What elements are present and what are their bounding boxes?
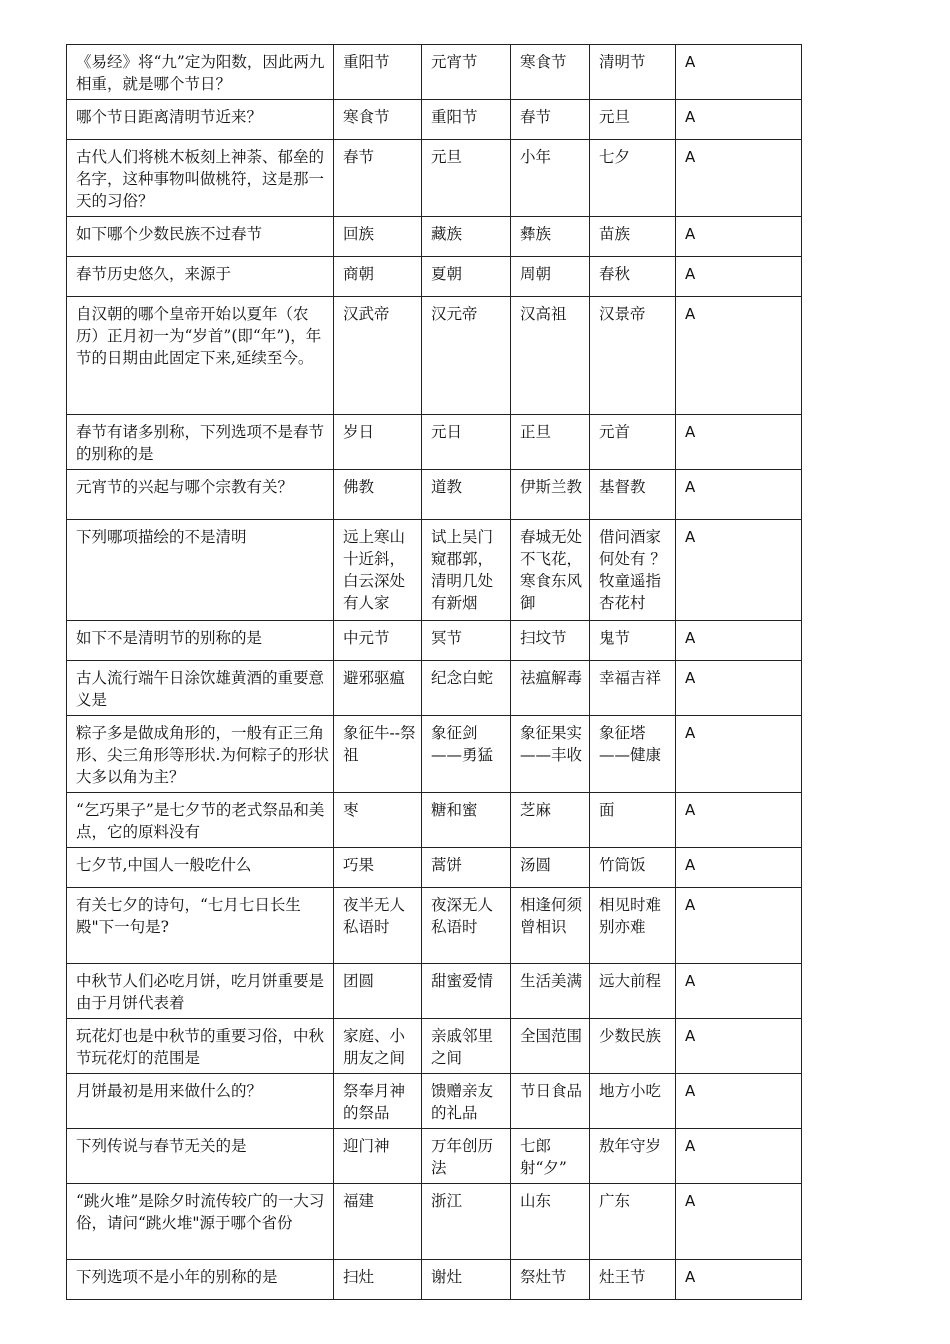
table-row [67,1019,802,1074]
option-a-cell: 重阳节 [334,45,422,100]
question-cell: 如下哪个少数民族不过春节 [67,217,334,257]
question-cell: “跳火堆”是除夕时流传较广的一大习俗，请问“跳火堆"源于哪个省份 [67,1184,334,1260]
option-d-cell: 汉景帝 [590,297,676,415]
option-d-cell: 借问酒家何处有 ？牧童遥指杏花村 [590,520,676,621]
option-b-cell: 纪念白蛇 [422,661,511,716]
option-d-cell: 春秋 [590,257,676,297]
option-a-cell: 寒食节 [334,100,422,140]
option-d-cell: 元旦 [590,100,676,140]
option-b-cell: 道教 [422,470,511,520]
table-row [67,1129,802,1184]
question-cell: 玩花灯也是中秋节的重要习俗，中秋节玩花灯的范围是 [67,1019,334,1074]
table-row [67,964,802,1019]
option-c-cell: 象征果实——丰收 [511,716,590,793]
option-a-cell: 中元节 [334,621,422,661]
option-a-cell: 商朝 [334,257,422,297]
option-a-cell: 迎门神 [334,1129,422,1184]
option-a-cell: 祭奉月神的祭品 [334,1074,422,1129]
option-c-cell: 相逢何须曾相识 [511,888,590,964]
option-d-cell: 元首 [590,415,676,470]
option-b-cell: 亲戚邻里之间 [422,1019,511,1074]
option-c-cell: 伊斯兰教 [511,470,590,520]
option-d-cell: 地方小吃 [590,1074,676,1129]
table-row [67,848,802,888]
answer-cell: A [676,1260,802,1300]
option-d-cell: 象征塔——健康 [590,716,676,793]
option-a-cell: 夜半无人私语时 [334,888,422,964]
option-c-cell: 七郎射“夕” [511,1129,590,1184]
option-d-cell: 清明节 [590,45,676,100]
option-b-cell: 象征剑——勇猛 [422,716,511,793]
option-b-cell: 甜蜜爱情 [422,964,511,1019]
option-c-cell: 周朝 [511,257,590,297]
question-cell: “乞巧果子”是七夕节的老式祭品和美点，它的原料没有 [67,793,334,848]
option-c-cell: 祛瘟解毒 [511,661,590,716]
answer-cell: A [676,621,802,661]
option-a-cell: 枣 [334,793,422,848]
option-d-cell: 相见时难别亦难 [590,888,676,964]
answer-cell: A [676,793,802,848]
option-d-cell: 鬼节 [590,621,676,661]
question-cell: 月饼最初是用来做什么的？ [67,1074,334,1129]
option-d-cell: 面 [590,793,676,848]
answer-cell: A [676,415,802,470]
answer-cell: A [676,100,802,140]
option-d-cell: 苗族 [590,217,676,257]
option-a-cell: 团圆 [334,964,422,1019]
table-row [67,100,802,140]
answer-cell: A [676,1129,802,1184]
quiz-table-body [67,45,802,1300]
table-row [67,661,802,716]
answer-cell: A [676,716,802,793]
option-b-cell: 馈赠亲友的礼品 [422,1074,511,1129]
option-d-cell: 幸福吉祥 [590,661,676,716]
table-row [67,470,802,520]
option-c-cell: 节日食品 [511,1074,590,1129]
option-c-cell: 山东 [511,1184,590,1260]
answer-cell: A [676,297,802,415]
option-c-cell: 正旦 [511,415,590,470]
table-row [67,140,802,217]
quiz-table [66,44,802,1300]
option-b-cell: 冥节 [422,621,511,661]
answer-cell: A [676,1184,802,1260]
option-b-cell: 夜深无人私语时 [422,888,511,964]
option-c-cell: 彝族 [511,217,590,257]
answer-cell: A [676,470,802,520]
option-c-cell: 芝麻 [511,793,590,848]
option-a-cell: 巧果 [334,848,422,888]
option-d-cell: 少数民族 [590,1019,676,1074]
option-d-cell: 广东 [590,1184,676,1260]
option-c-cell: 寒食节 [511,45,590,100]
option-b-cell: 万年创历法 [422,1129,511,1184]
table-row [67,415,802,470]
answer-cell: A [676,520,802,621]
option-b-cell: 谢灶 [422,1260,511,1300]
table-row [67,793,802,848]
option-b-cell: 汉元帝 [422,297,511,415]
option-c-cell: 扫坟节 [511,621,590,661]
question-cell: 中秋节人们必吃月饼，吃月饼重要是由于月饼代表着 [67,964,334,1019]
option-b-cell: 蒿饼 [422,848,511,888]
option-c-cell: 生活美满 [511,964,590,1019]
table-row [67,621,802,661]
question-cell: 下列哪项描绘的不是清明 [67,520,334,621]
table-row [67,888,802,964]
question-cell: 哪个节日距离清明节近来？ [67,100,334,140]
table-row [67,1260,802,1300]
answer-cell: A [676,888,802,964]
answer-cell: A [676,964,802,1019]
question-cell: 粽子多是做成角形的，一般有正三角形、尖三角形等形状.为何粽子的形状大多以角为主？ [67,716,334,793]
option-b-cell: 浙江 [422,1184,511,1260]
option-c-cell: 汤圆 [511,848,590,888]
option-b-cell: 元旦 [422,140,511,217]
option-a-cell: 避邪驱瘟 [334,661,422,716]
option-d-cell: 灶王节 [590,1260,676,1300]
question-cell: 春节有诸多别称，下列选项不是春节的别称的是 [67,415,334,470]
table-row [67,1074,802,1129]
answer-cell: A [676,140,802,217]
option-d-cell: 基督教 [590,470,676,520]
answer-cell: A [676,1074,802,1129]
question-cell: 古代人们将桃木板刻上神荼、郁垒的名字，这种事物叫做桃符，这是那一天的习俗？ [67,140,334,217]
question-cell: 七夕节,中国人一般吃什么 [67,848,334,888]
option-b-cell: 藏族 [422,217,511,257]
option-b-cell: 糖和蜜 [422,793,511,848]
answer-cell: A [676,45,802,100]
option-b-cell: 夏朝 [422,257,511,297]
table-row [67,716,802,793]
option-b-cell: 重阳节 [422,100,511,140]
option-d-cell: 七夕 [590,140,676,217]
question-cell: 元宵节的兴起与哪个宗教有关？ [67,470,334,520]
option-b-cell: 试上吴门窥郡郭，清明几处有新烟 [422,520,511,621]
option-a-cell: 扫灶 [334,1260,422,1300]
option-c-cell: 汉高祖 [511,297,590,415]
question-cell: 古人流行端午日涂饮雄黄酒的重要意义是 [67,661,334,716]
option-d-cell: 敖年守岁 [590,1129,676,1184]
table-row [67,297,802,415]
option-a-cell: 象征牛--祭祖 [334,716,422,793]
option-a-cell: 回族 [334,217,422,257]
table-row [67,257,802,297]
option-a-cell: 汉武帝 [334,297,422,415]
option-a-cell: 远上寒山十近斜，白云深处有人家 [334,520,422,621]
question-cell: 下列传说与春节无关的是 [67,1129,334,1184]
answer-cell: A [676,661,802,716]
option-b-cell: 元日 [422,415,511,470]
question-cell: 如下不是清明节的别称的是 [67,621,334,661]
option-d-cell: 竹筒饭 [590,848,676,888]
option-c-cell: 祭灶节 [511,1260,590,1300]
option-a-cell: 佛教 [334,470,422,520]
question-cell: 春节历史悠久，来源于 [67,257,334,297]
answer-cell: A [676,257,802,297]
option-b-cell: 元宵节 [422,45,511,100]
option-c-cell: 小年 [511,140,590,217]
table-row [67,217,802,257]
option-a-cell: 家庭、小朋友之间 [334,1019,422,1074]
question-cell: 自汉朝的哪个皇帝开始以夏年（农 历）正月初一为“岁首”(即“年”)，年节的日期由此固定下来,延续至今。 [67,297,334,415]
answer-cell: A [676,217,802,257]
answer-cell: A [676,848,802,888]
option-c-cell: 春节 [511,100,590,140]
question-cell: 有关七夕的诗句，“七月七日长生殿"下一句是? [67,888,334,964]
table-row [67,520,802,621]
option-d-cell: 远大前程 [590,964,676,1019]
option-a-cell: 春节 [334,140,422,217]
option-a-cell: 岁日 [334,415,422,470]
table-row [67,45,802,100]
question-cell: 下列选项不是小年的别称的是 [67,1260,334,1300]
option-c-cell: 全国范围 [511,1019,590,1074]
option-c-cell: 春城无处不飞花，寒食东风御 [511,520,590,621]
option-a-cell: 福建 [334,1184,422,1260]
answer-cell: A [676,1019,802,1074]
table-row [67,1184,802,1260]
question-cell: 《易经》将“九”定为阳数，因此两九相重，就是哪个节日？ [67,45,334,100]
